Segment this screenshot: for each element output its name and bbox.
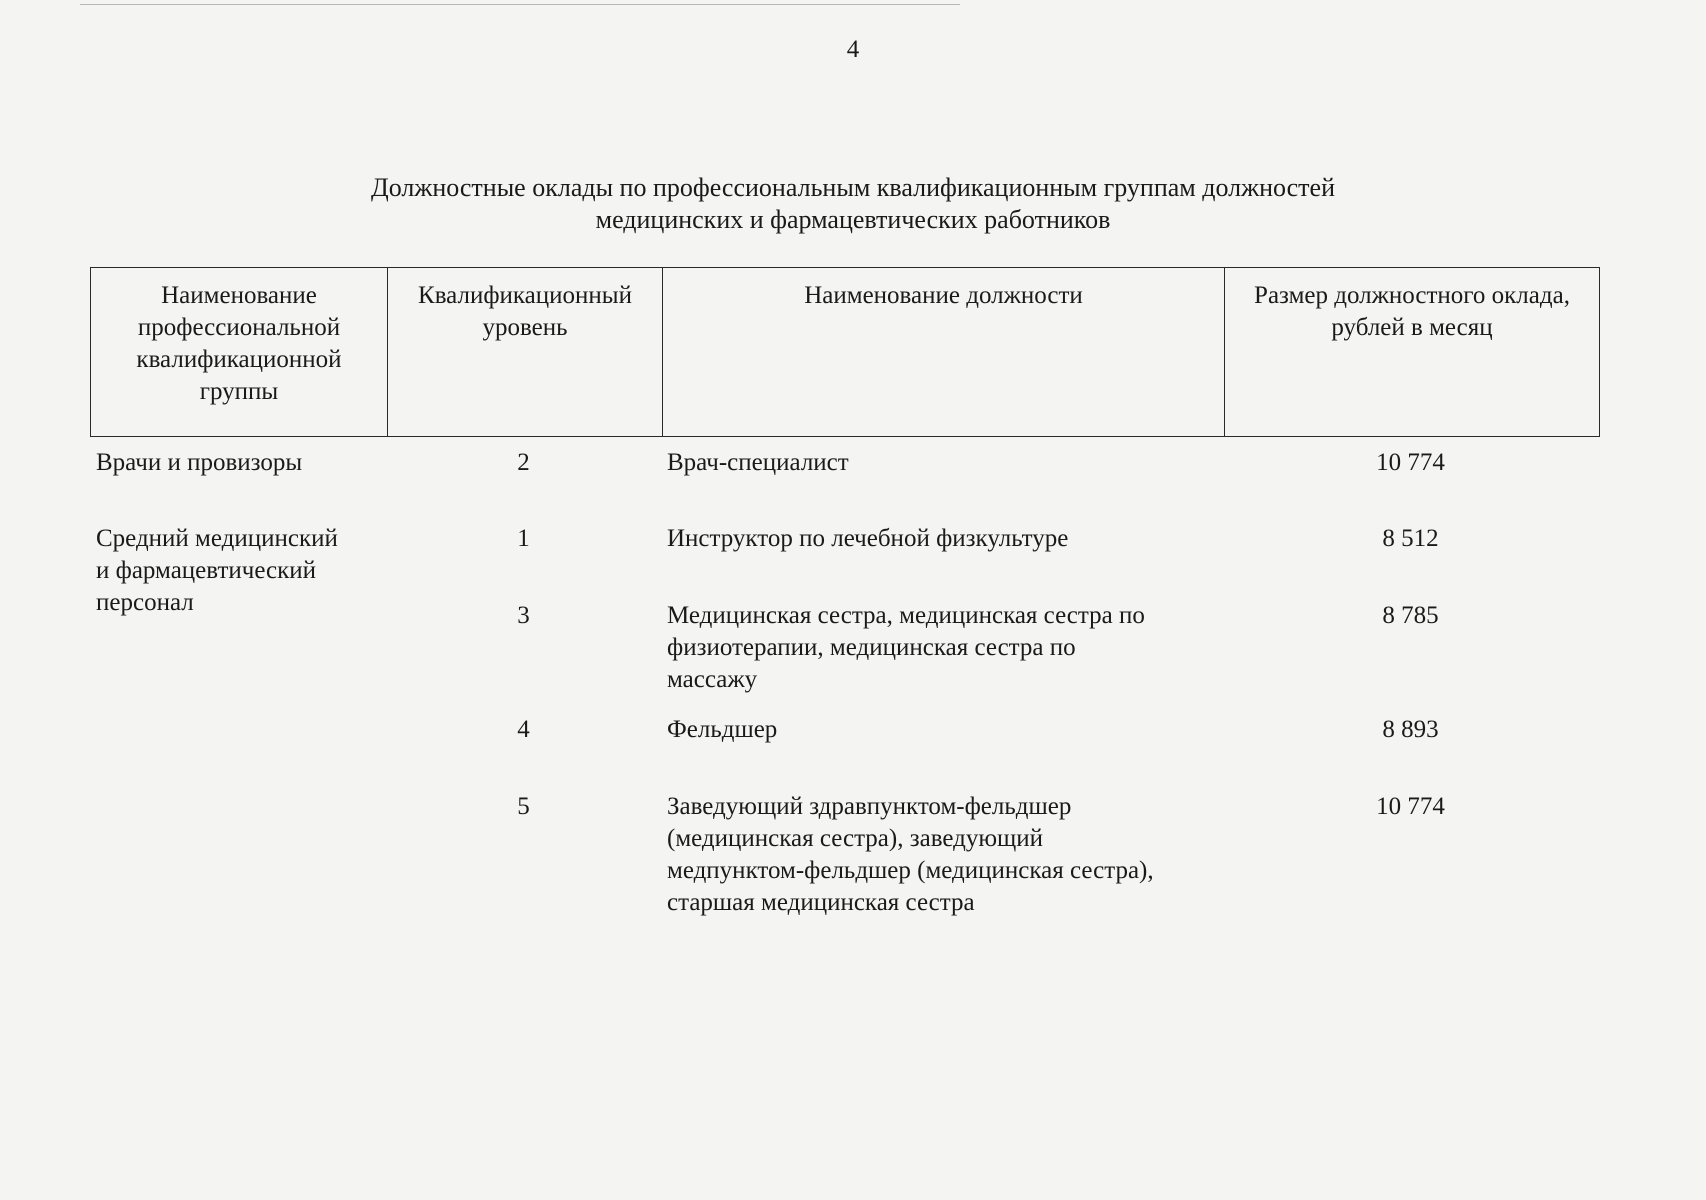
table-header [90,267,1600,437]
row-position: Фельдшер [667,716,778,743]
document-title-line-2: медицинских и фармацевтических работников [595,205,1111,234]
row-salary: 8 893 [1382,716,1439,743]
row-group-name [90,600,386,714]
row-group-name: Средний медицинский и фармацевтический персонал [96,525,338,616]
document-title-line-1: Должностные оклады по профессиональным квалификационным группам должностей [371,173,1335,202]
row-salary: 8 512 [1382,525,1439,552]
header-salary: Размер должностного оклада, рублей в месяц [1224,268,1599,436]
row-position: Медицинская сестра, медицинская сестра по физиотерапии, медицинская сестра по массажу [667,602,1145,693]
table-body [90,447,1600,919]
header-qualification-level: Квалификационный уровень [387,268,662,436]
row-level: 5 [517,793,530,820]
scan-top-edge-line [80,4,960,5]
row-group-name [90,714,386,791]
header-group-name: Наименование профессиональной квалификационной группы [136,282,342,405]
row-level: 1 [517,525,530,552]
table-row [90,600,1600,714]
row-position: Врач-специалист [667,449,849,476]
table-row [90,791,1600,919]
row-level: 2 [517,449,530,476]
document-title [300,172,1406,236]
header-position-name: Наименование должности [662,268,1224,436]
table-row [90,447,1600,523]
row-salary: 10 774 [1376,793,1445,820]
row-salary: 10 774 [1376,449,1445,476]
row-level: 4 [517,716,530,743]
row-group-name: Врачи и провизоры [96,449,303,476]
row-group-name [90,791,386,919]
row-position: Инструктор по лечебной физкультуре [667,525,1069,552]
table-row [90,714,1600,791]
row-level: 3 [517,602,530,629]
page-number: 4 [846,36,860,63]
row-position: Заведующий здравпунктом-фельдшер (медицинская сестра), заведующий медпунктом-фельдшер (медицинская сестра), старшая медицинская сестра [667,793,1154,916]
row-salary: 8 785 [1382,602,1439,629]
